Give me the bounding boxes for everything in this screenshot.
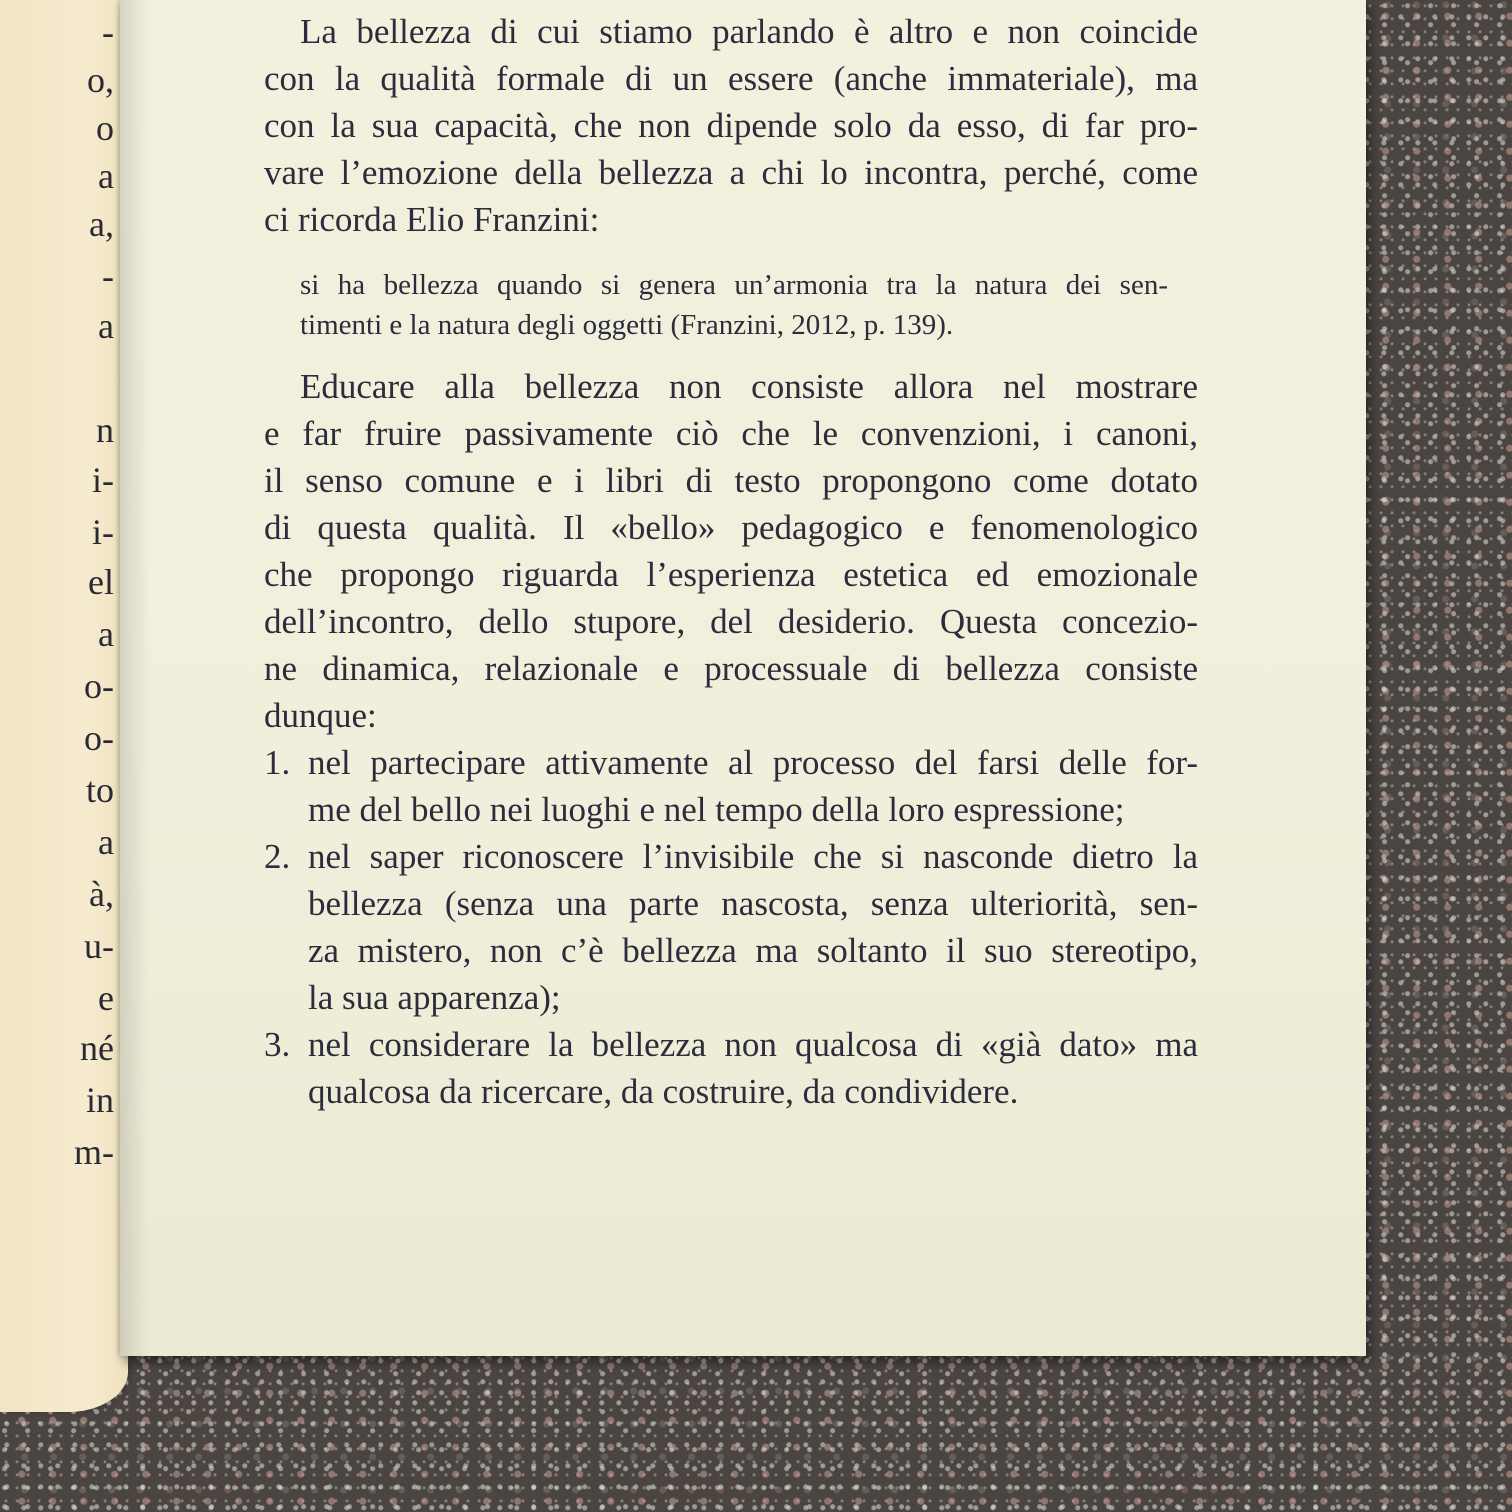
list-line: za mistero, non c’è bellezza ma soltanto il suo stereotipo, [308, 931, 1198, 970]
text-line: La bellezza di cui stiamo parlando è altro e non coincide [300, 12, 1198, 51]
paragraph-beauty-definition [264, 8, 1198, 243]
left-page-fragment: el [88, 562, 114, 602]
text-line: vare l’emozione della bellezza a chi lo incontra, perché, come [264, 153, 1198, 192]
left-page-fragment: i- [92, 460, 114, 500]
list-line: nel partecipare attivamente al processo del farsi delle for- [308, 743, 1198, 782]
left-page-fragment: o- [84, 718, 114, 758]
left-page-fragment: a [98, 822, 114, 862]
left-page-fragment: m- [74, 1132, 114, 1172]
left-page-fragment: to [85, 770, 114, 810]
left-book-page [0, 0, 128, 1412]
left-page-fragment: a [98, 306, 114, 346]
page-text-block [264, 8, 1198, 1115]
text-line: e far fruire passivamente ciò che le convenzioni, i canoni, [264, 414, 1198, 453]
list-line: nel considerare la bellezza non qualcosa di «già dato» ma [308, 1025, 1198, 1064]
left-page-fragment: in [85, 1080, 114, 1120]
left-page-fragment: a [98, 156, 114, 196]
list-line: la sua apparenza); [308, 978, 561, 1017]
list-number: 2. [264, 837, 291, 876]
left-page-fragment: e [98, 978, 114, 1018]
list-line: bellezza (senza una parte nascosta, senza ulteriorità, sen- [308, 884, 1198, 923]
text-line: Educare alla bellezza non consiste allora nel mostrare [300, 367, 1198, 406]
list-line: qualcosa da ricercare, da costruire, da condividere. [308, 1072, 1019, 1111]
left-page-fragment: o [96, 108, 114, 148]
left-page-fragment: - [102, 256, 114, 296]
text-line: con la qualità formale di un essere (anche immateriale), ma [264, 59, 1198, 98]
block-quote-franzini [300, 265, 1168, 345]
left-page-fragment: o, [87, 60, 114, 100]
text-line: ne dinamica, relazionale e processuale di bellezza consiste [264, 649, 1198, 688]
list-number: 3. [264, 1025, 291, 1064]
numbered-list [264, 739, 1198, 1115]
left-page-fragment: i- [92, 512, 114, 552]
list-item [264, 1021, 1198, 1115]
list-item [264, 739, 1198, 833]
left-page-fragment: o- [84, 666, 114, 706]
list-number: 1. [264, 743, 291, 782]
text-line: dell’incontro, dello stupore, del desiderio. Questa concezio- [264, 602, 1198, 641]
list-line: me del bello nei luoghi e nel tempo della loro espressione; [308, 790, 1125, 829]
right-book-page [120, 0, 1366, 1356]
text-line: con la sua capacità, che non dipende solo da esso, di far pro- [264, 106, 1198, 145]
quote-line: timenti e la natura degli oggetti (Franzini, 2012, p. 139). [300, 309, 954, 341]
paragraph-educating-beauty [264, 363, 1198, 739]
text-line: dunque: [264, 696, 377, 735]
left-page-fragment: u- [84, 926, 114, 966]
text-line: che propongo riguarda l’esperienza estetica ed emozionale [264, 555, 1198, 594]
left-page-fragment: n [96, 410, 114, 450]
text-line: ci ricorda Elio Franzini: [264, 200, 600, 239]
list-item [264, 833, 1198, 1021]
quote-line: si ha bellezza quando si genera un’armonia tra la natura dei sen- [300, 269, 1168, 301]
list-line: nel saper riconoscere l’invisibile che si nasconde dietro la [308, 837, 1198, 876]
page-gutter-shadow [120, 0, 150, 1356]
left-page-fragment: né [80, 1028, 114, 1068]
left-page-fragment: - [102, 12, 114, 52]
left-page-fragment: a [98, 614, 114, 654]
left-page-fragment: à, [89, 874, 114, 914]
text-line: il senso comune e i libri di testo propongono come dotato [264, 461, 1198, 500]
left-page-fragment: a, [89, 204, 114, 244]
text-line: di questa qualità. Il «bello» pedagogico e fenomenologico [264, 508, 1198, 547]
